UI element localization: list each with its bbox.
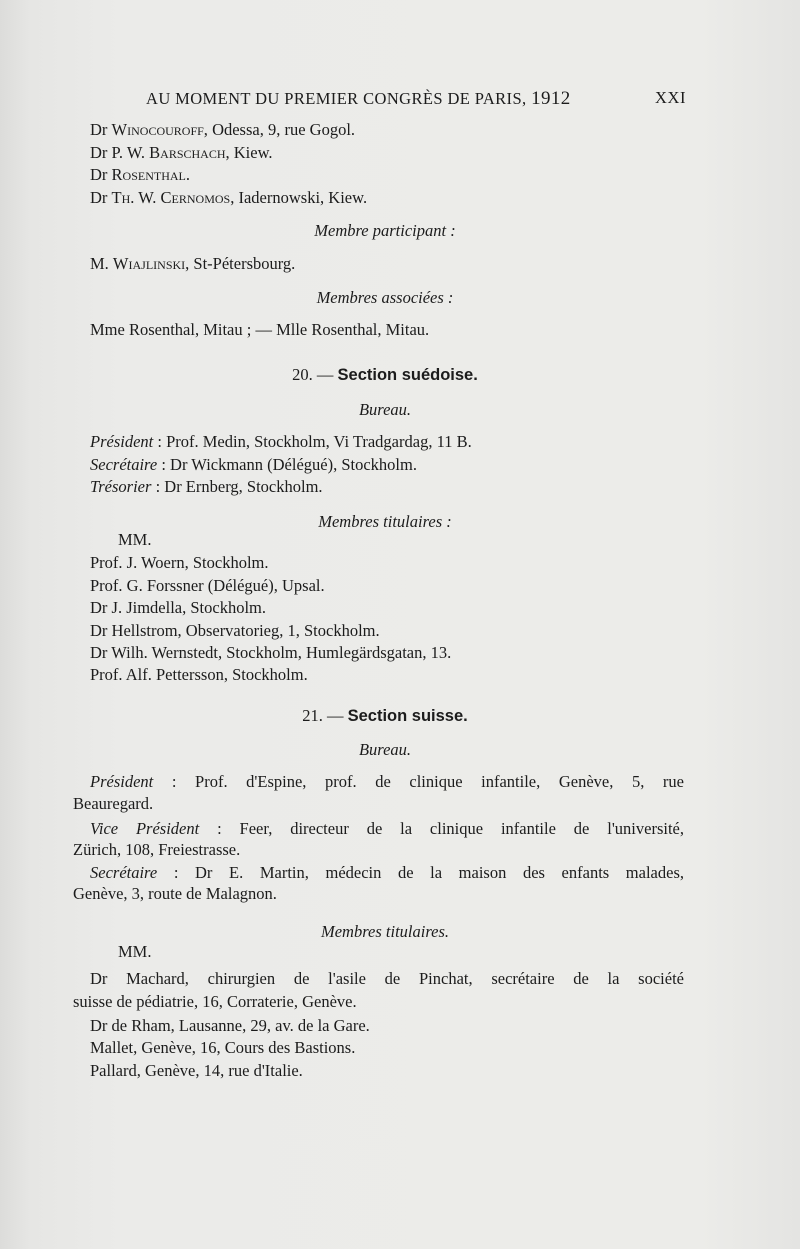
list-item: Dr Machard, chirurgien de l'asile de Pinchat, secrétaire de la société [90, 969, 684, 988]
list-item: Dr Wilh. Wernstedt, Stockholm, Humlegärdsgatan, 13. [90, 643, 452, 662]
list-item: Prof. G. Forssner (Délégué), Upsal. [90, 576, 325, 595]
bureau-line: Secrétaire : Dr Wickmann (Délégué), Stockholm. [90, 455, 417, 474]
list-item: Dr Rosenthal. [90, 165, 191, 184]
list-item: Dr Winocouroff, Odessa, 9, rue Gogol. [90, 120, 356, 139]
list-item: M. Wiajlinski, St-Pétersbourg. [90, 254, 296, 273]
list-item: Mallet, Genève, 16, Cours des Bastions. [90, 1038, 356, 1057]
page-number: XXI [655, 88, 687, 107]
list-item: Dr Hellstrom, Observatorieg, 1, Stockholm. [90, 621, 380, 640]
mm-label: MM. [118, 530, 152, 549]
list-item: Prof. Alf. Pettersson, Stockholm. [90, 665, 308, 684]
secretaire-line: Secrétaire : Dr E. Martin, médecin de la maison des enfants malades, [90, 863, 684, 882]
membres-titulaires-heading: Membres titulaires : [318, 512, 452, 531]
running-header-year: 1912 [531, 88, 571, 109]
secretaire-line-cont: Genève, 3, route de Malagnon. [73, 884, 277, 903]
president-line-cont: Beauregard. [73, 794, 154, 813]
list-item: Pallard, Genève, 14, rue d'Italie. [90, 1061, 303, 1080]
running-header [146, 88, 571, 110]
section-title: 20. — Section suédoise. [292, 365, 478, 384]
membre-participant-heading: Membre participant : [314, 221, 456, 240]
membres-associees-heading: Membres associées : [316, 288, 454, 307]
section-title: 21. — Section suisse. [302, 706, 468, 725]
bureau-heading: Bureau. [358, 400, 412, 419]
bureau-line: Président : Prof. Medin, Stockholm, Vi Tradgardag, 11 B. [90, 432, 472, 451]
bureau-line: Trésorier : Dr Ernberg, Stockholm. [90, 477, 323, 496]
vice-president-line: Vice Président : Feer, directeur de la clinique infantile de l'université, [90, 819, 684, 838]
running-header-title: AU MOMENT DU PREMIER CONGRÈS DE PARIS, [146, 89, 527, 108]
list-item: Prof. J. Woern, Stockholm. [90, 553, 269, 572]
list-item-cont: suisse de pédiatrie, 16, Corraterie, Genève. [73, 992, 357, 1011]
mm-label: MM. [118, 942, 152, 961]
list-item: Dr P. W. Barschach, Kiew. [90, 143, 273, 162]
membres-associees-line: Mme Rosenthal, Mitau ; — Mlle Rosenthal, Mitau. [90, 320, 430, 339]
list-item: Dr J. Jimdella, Stockholm. [90, 598, 266, 617]
list-item: Dr de Rham, Lausanne, 29, av. de la Gare. [90, 1016, 370, 1035]
vice-president-line-cont: Zürich, 108, Freiestrasse. [73, 840, 241, 859]
president-line: Président : Prof. d'Espine, prof. de clinique infantile, Genève, 5, rue [90, 772, 684, 791]
bureau-heading: Bureau. [358, 740, 412, 759]
membres-titulaires-heading: Membres titulaires. [320, 922, 449, 941]
list-item: Dr Th. W. Cernomos, Iadernowski, Kiew. [90, 188, 368, 207]
